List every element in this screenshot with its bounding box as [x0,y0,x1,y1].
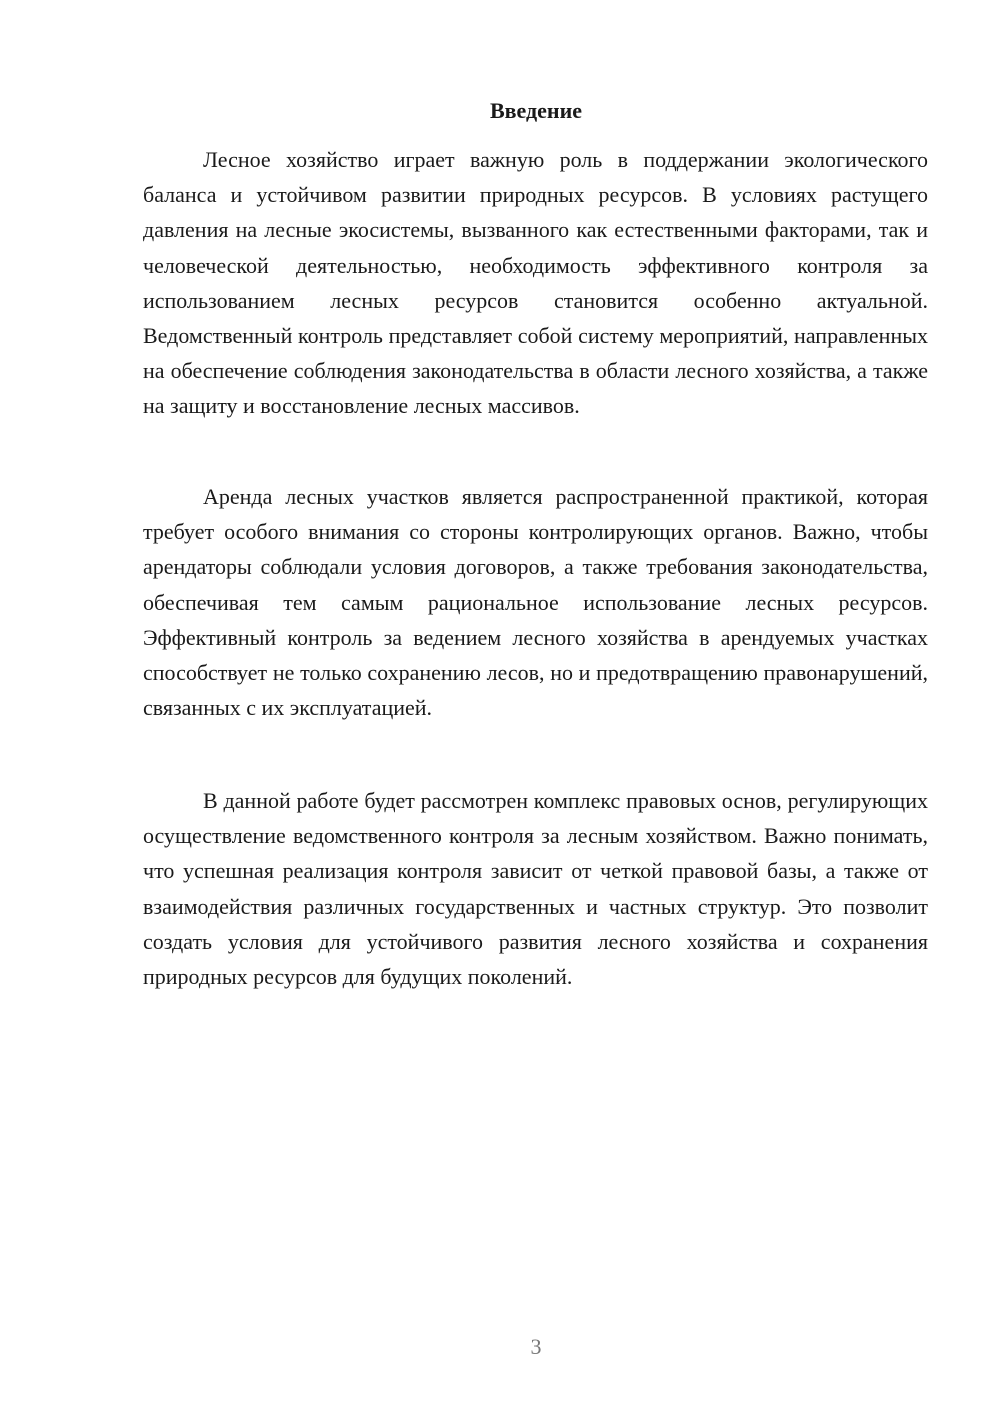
paragraph-forest-lease: Аренда лесных участков является распространенной практикой, которая требует особого внимания со стороны контролирующих органов. Важно, чтобы арендаторы соблюдали условия договоров, а также требования законодательства, обеспечивая тем самым рациональное использование лесных ресурсов. Эффективный контроль за ведением лесного хозяйства в арендуемых участках способствует не только сохранению лесов, но и предотвращению правонарушений, связанных с их эксплуатацией. [143,484,928,721]
page-number: 3 [530,1334,542,1359]
section-heading: Введение [489,98,583,123]
paragraph-work-scope: В данной работе будет рассмотрен комплекс правовых основ, регулирующих осуществление ведомственного контроля за лесным хозяйством. Важно понимать, что успешная реализация контроля зависит от четкой правовой базы, а также от взаимодействия различных государственных и частных структур. Это позволит создать условия для устойчивого развития лесного хозяйства и сохранения природных ресурсов для будущих поколений. [143,788,928,990]
paragraph-forestry-role: Лесное хозяйство играет важную роль в поддержании экологического баланса и устойчивом развитии природных ресурсов. В условиях растущего давления на лесные экосистемы, вызванного как естественными факторами, так и человеческой деятельностью, необходимость эффективного контроля за использованием лесных ресурсов становится особенно актуальной. Ведомственный контроль представляет собой систему мероприятий, направленных на обеспечение соблюдения законодательства в области лесного хозяйства, а также на защиту и восстановление лесных массивов. [143,147,928,419]
